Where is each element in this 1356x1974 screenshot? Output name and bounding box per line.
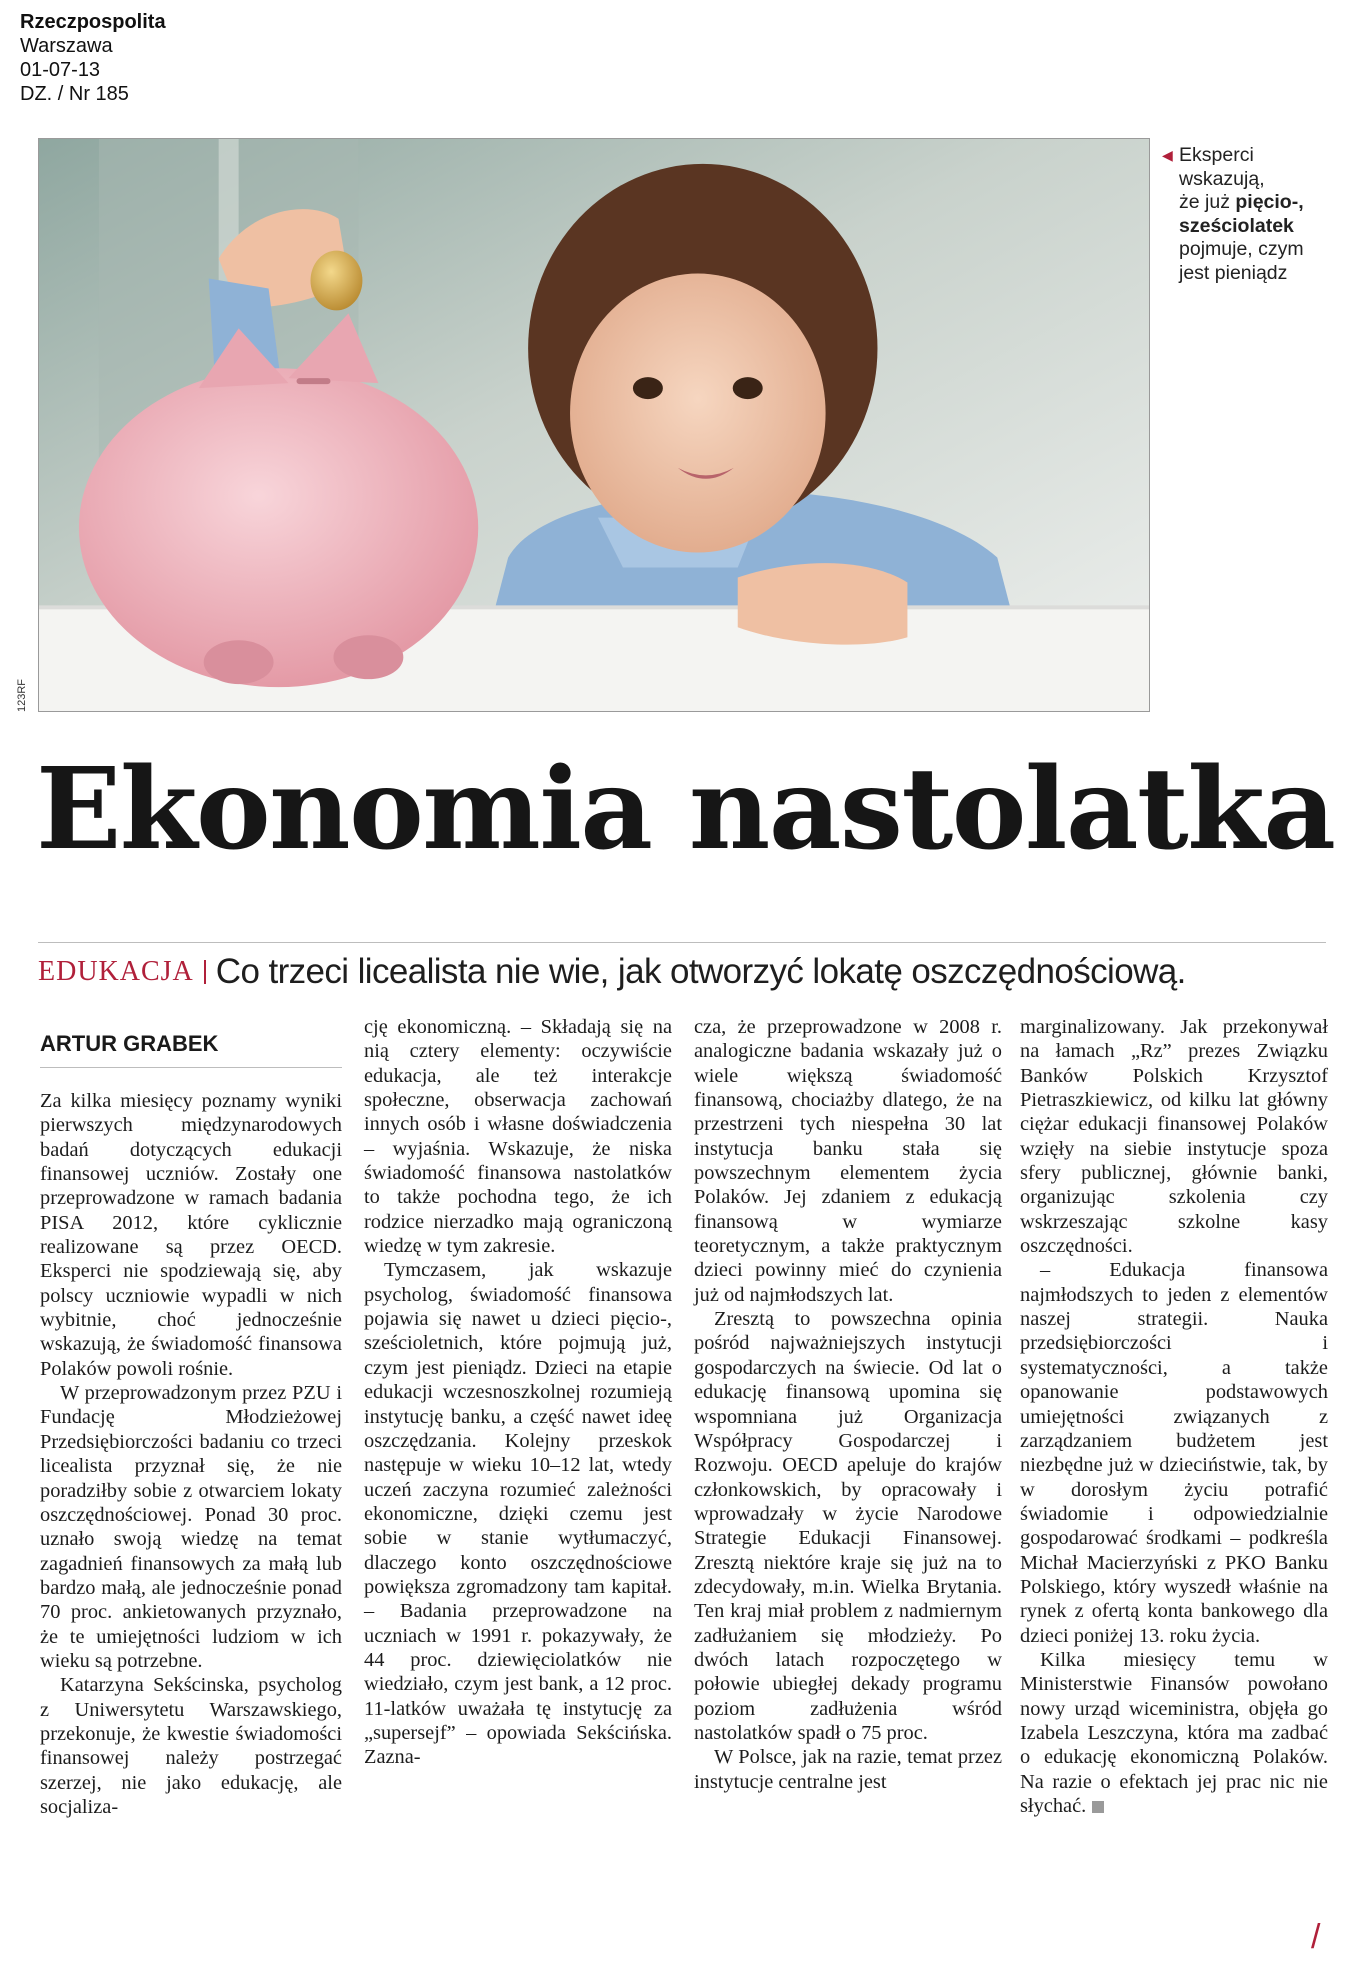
byline: ARTUR GRABEK [40,1031,342,1068]
publication-name: Rzeczpospolita [20,11,166,33]
photo-caption [1163,144,1343,285]
child-piggy-bank-illustration [39,139,1149,711]
paragraph-text: Kilka miesięcy temu w Ministerstwie Finansów powołano nowy urząd wiceministra, objęła go Izabela Leszczyna, która ma zadbać o edukację ekonomiczną Polaków. Na razie o efektach jej prac nic nie słychać. [1020,1648,1328,1817]
publication-issue: DZ. / Nr 185 [20,83,129,105]
section-label: EDUKACJA [38,956,194,987]
article-column-2 [364,1015,672,1770]
caption-line [1163,191,1343,215]
paragraph: Zresztą to powszechna opinia pośród najważniejszych instytucji gospodarczych na świecie. Od lat o edukację finansową upomina się wspomniana już Organizacja Współpracy Gospodarczej i Rozwoju. OECD apeluje do krajów członkowskich, by opracowały i wprowadzały w życie Narodowe Strategie Edukacji Finansowej. Zresztą niektóre kraje się już na to zdecydowały, m.in. Wielka Brytania. Ten kraj miał problem z nadmiernym zadłużaniem się młodzieży. Po dwóch latach rozpoczętego w połowie ubiegłej dekady programu poziom zadłużenia wśród nastolatków spadł o 75 proc. [694,1308,1002,1744]
article-column-4 [1020,1015,1328,1818]
paragraph: Tymczasem, jak wskazuje psycholog, świadomość finansowa pojawia się nawet u dzieci pięcio-, sześcioletnich, które pojmują już, czym jest pieniądz. Dzieci na etapie edukacji wczesnoszkolnej rozumieją instytucję banku, a część nawet ideę oszczędzania. Kolejny przeskok następuje w wieku 10–12 lat, wtedy uczeń zaczyna rozumieć zależności ekonomiczne, dzięki czemu jest sobie w stanie wytłumaczyć, dlaczego konto oszczędnościowe powiększa zgromadzony tam kapitał. – Badania przeprowadzone na uczniach w 1991 r. pokazywały, że 44 proc. dziewięciolatków nie wiedziało, czym jest bank, a 12 proc. 11-latków uważała tę instytucję za „supersejf” – opowiada Sekścińska. Zazna- [364,1259,672,1769]
paragraph: Katarzyna Sekścinska, psycholog z Uniwersytetu Warszawskiego, przekonuje, że kwestie świadomości finansowej należy postrzegać szerzej, nie jako edukację, ale socjaliza- [40,1674,342,1818]
paragraph: cza, że przeprowadzone w 2008 r. analogiczne badania wskazały już o wiele większą świadomość finansową, chociażby dlatego, że na przestrzeni tych niespełna 30 lat instytucja banku stała się powszechnym elementem życia Polaków. Jej zdaniem z edukacją finansową w wymiarze teoretycznym, a także praktycznym dzieci powinny mieć do czynienia już od najmłodszych lat. [694,1016,1002,1306]
article-column-1 [40,1089,342,1819]
caption-line [1163,215,1343,239]
article-dek: Co trzeci licealista nie wie, jak otworzyć lokatę oszczędnościową. [215,952,1186,991]
photo-credit: 123RF [16,678,28,712]
caption-arrow-icon: ◀ [1162,147,1173,163]
publication-city: Warszawa [20,35,113,57]
article-column-3 [694,1015,1002,1794]
paragraph [1020,1648,1328,1818]
paragraph: W przeprowadzonym przez PZU i Fundację Młodzieżowej Przedsiębiorczości badaniu co trzeci licealista przyznał się, że nie poradziłby sobie z otwarciem lokaty oszczędnościowej. Ponad 30 proc. uznało swoją wiedzę na temat zagadnień finansowych za małą lub bardzo małą, ale jednocześnie ponad 70 proc. ankietowanych przyznało, że te umiejętności ludziom w ich wieku są potrzebne. [40,1382,342,1672]
publication-date: 01-07-13 [20,59,101,81]
caption-line: Eksperci [1179,144,1254,166]
source-info [20,10,166,106]
paragraph: cję ekonomiczną. – Składają się na nią cztery elementy: oczywiście edukacja, ale też interakcje społeczne, obserwacja zachowań innych osób i własne doświadczenia – wyjaśnia. Wskazuje, że niska świadomość finansowa nastolatków to także pochodna tego, że ich rodzice nierzadko mają ograniczoną wiedzę w tym zakresie. [364,1016,672,1258]
caption-line: wskazują, [1179,167,1265,190]
article-photo [38,138,1150,712]
caption-line: pojmuje, czym [1179,238,1304,260]
article-kicker [38,952,1186,994]
caption-line: jest pieniądz [1179,261,1288,284]
caption-line-part: że już [1179,191,1236,213]
paragraph: marginalizowany. Jak przekonywał na łamach „Rz” prezes Związku Banków Polskich Krzysztof Pietraszkiewicz, od kilku lat główny ciężar edukacji finansowej Polaków wzięły na siebie instytucje spoza sfery publicznej, głównie banki, organizując szkolenia czy wskrzeszając szkolne kasy oszczędności. [1020,1016,1328,1258]
coin-icon [311,251,363,311]
kicker-separator [204,960,206,984]
divider [38,942,1326,943]
end-of-article-icon [1092,1801,1104,1813]
paragraph: W Polsce, jak na razie, temat przez instytucje centralne jest [694,1746,1002,1793]
continuation-mark: / [1311,1918,1321,1956]
article-headline: Ekonomia nastolatka [36,744,1335,875]
paragraph: – Edukacja finansowa najmłodszych to jeden z elementów naszej strategii. Nauka przedsiębiorczości i systematyczności, a także opanowanie podstawowych umiejętności związanych z zarządzaniem budżetem jest niezbędne już w dzieciństwie, tak, by w dorosłym życiu potrafić świadomie i odpowiedzialnie gospodarować środkami – podkreśla Michał Macierzyński z PKO Banku Polskiego, który wyszedł właśnie na rynek z ofertą konta bankowego dla dzieci poniżej 13. roku życia. [1020,1259,1328,1647]
caption-emphasis: sześciolatek [1179,214,1294,237]
caption-emphasis: pięcio-, [1235,191,1304,213]
paragraph: Za kilka miesięcy poznamy wyniki pierwszych międzynarodowych badań dotyczących edukacji finansowej uczniów. Zostały one przeprowadzone w ramach badania PISA 2012, które cyklicznie realizowane są przez OECD. Eksperci nie spodziewają się, aby polscy uczniowie wypadli w nich wybitnie, choć jednocześnie wskazują, że świadomość finansowa Polaków powoli rośnie. [40,1090,342,1380]
